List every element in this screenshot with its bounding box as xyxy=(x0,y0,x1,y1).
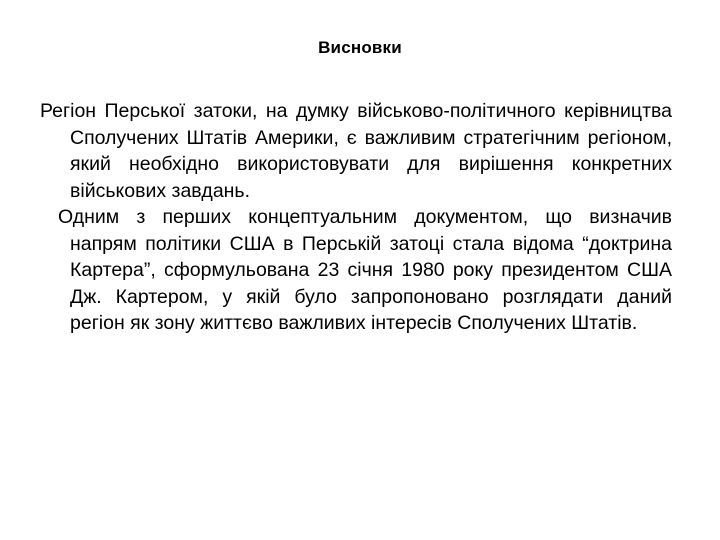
slide-title: Висновки xyxy=(318,38,402,57)
paragraph-1: Регіон Перської затоки, на думку військово-політичного керівництва Сполучених Штатів Америки, є важливим стратегічним регіоном, який необхідно використовувати для вирішення конкретних військових завдань. xyxy=(40,100,672,202)
slide-body xyxy=(40,98,672,337)
paragraph-2: Одним з перших концептуальним документом, що визначив напрям політики США в Перській затоці стала відома “доктрина Картера”, сформульована 23 січня 1980 року президентом США Дж. Картером, у якій було запропоновано розглядати даний регіон як зону життєво важливих інтересів Сполучених Штатів. xyxy=(58,206,672,334)
